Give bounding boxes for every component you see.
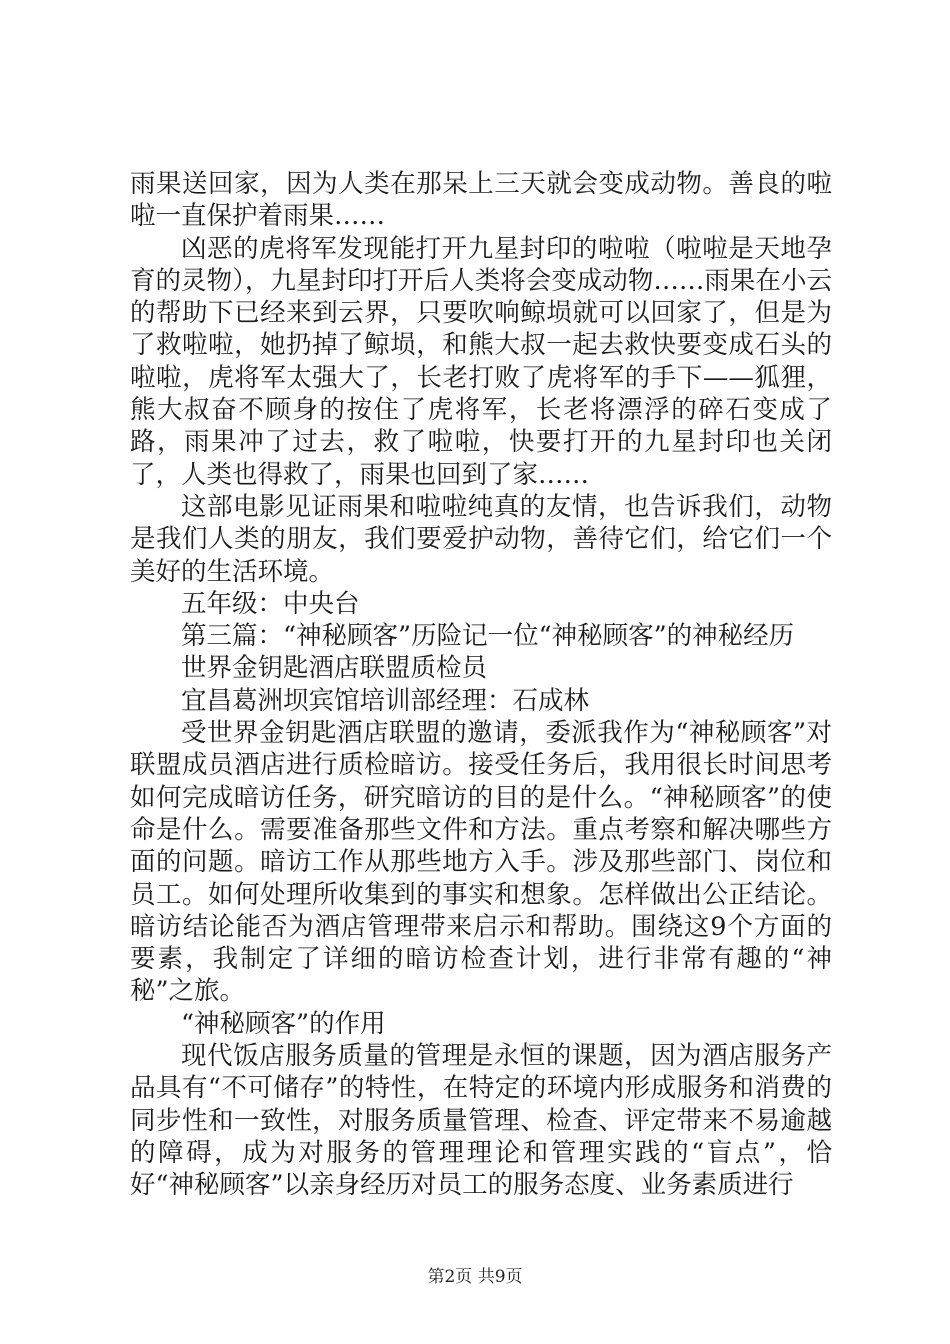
author-affiliation: 世界金钥匙酒店联盟质检员: [181, 653, 488, 684]
paragraph: 五年级：中央台: [181, 588, 360, 619]
author-title: 宜昌葛洲坝宾馆培训部经理：石成林: [181, 685, 590, 716]
subheading: “神秘顾客”的作用: [181, 1008, 386, 1039]
paragraph: 受世界金钥匙酒店联盟的邀请，委派我作为“神秘顾客”对联盟成员酒店进行质检暗访。接受任务后，我用很长时间思考如何完成暗访任务，研究暗访的目的是什么。“神秘顾客”的使命是什么。需要准备那些文件和方法。重点考察和解决哪些方面的问题。暗访工作从那些地方入手。涉及那些部门、岗位和员工。如何处理所收集到的事实和想象。怎样做出公正结论。暗访结论能否为酒店管理带来启示和帮助。围绕这9个方面的要素，我制定了详细的暗访检查计划，进行非常有趣的“神秘”之旅。: [130, 718, 832, 1007]
paragraph: 现代饭店服务质量的管理是永恒的课题，因为酒店服务产品具有“不可储存”的特性，在特定的环境内形成服务和消费的同步性和一致性，对服务质量管理、检查、评定带来不易逾越的障碍，成为对服务的管理理论和管理实践的“盲点”，恰好“神秘顾客”以亲身经历对员工的服务态度、业务素质进行: [130, 1041, 832, 1201]
document-body: [130, 168, 832, 1202]
paragraph: 凶恶的虎将军发现能打开九星封印的啦啦（啦啦是天地孕育的灵物），九星封印打开后人类将会变成动物……雨果在小云的帮助下已经来到云界，只要吹响鲸埙就可以回家了，但是为了救啦啦，她扔掉了鲸埙，和熊大叔一起去救快要变成石头的啦啦，虎将军太强大了，长老打败了虎将军的手下——狐狸，熊大叔奋不顾身的按住了虎将军，长老将漂浮的碎石变成了路，雨果冲了过去，救了啦啦，快要打开的九星封印也关闭了，人类也得救了，雨果也回到了家……: [130, 233, 832, 490]
section-heading: 第三篇：“神秘顾客”历险记一位“神秘顾客”的神秘经历: [181, 621, 795, 652]
page-footer: 第2页 共9页: [427, 1267, 523, 1287]
paragraph: 这部电影见证雨果和啦啦纯真的友情，也告诉我们，动物是我们人类的朋友，我们要爱护动物，善待它们，给它们一个美好的生活环境。: [130, 491, 832, 587]
paragraph: 雨果送回家，因为人类在那呆上三天就会变成动物。善良的啦啦一直保护着雨果……: [130, 169, 832, 232]
